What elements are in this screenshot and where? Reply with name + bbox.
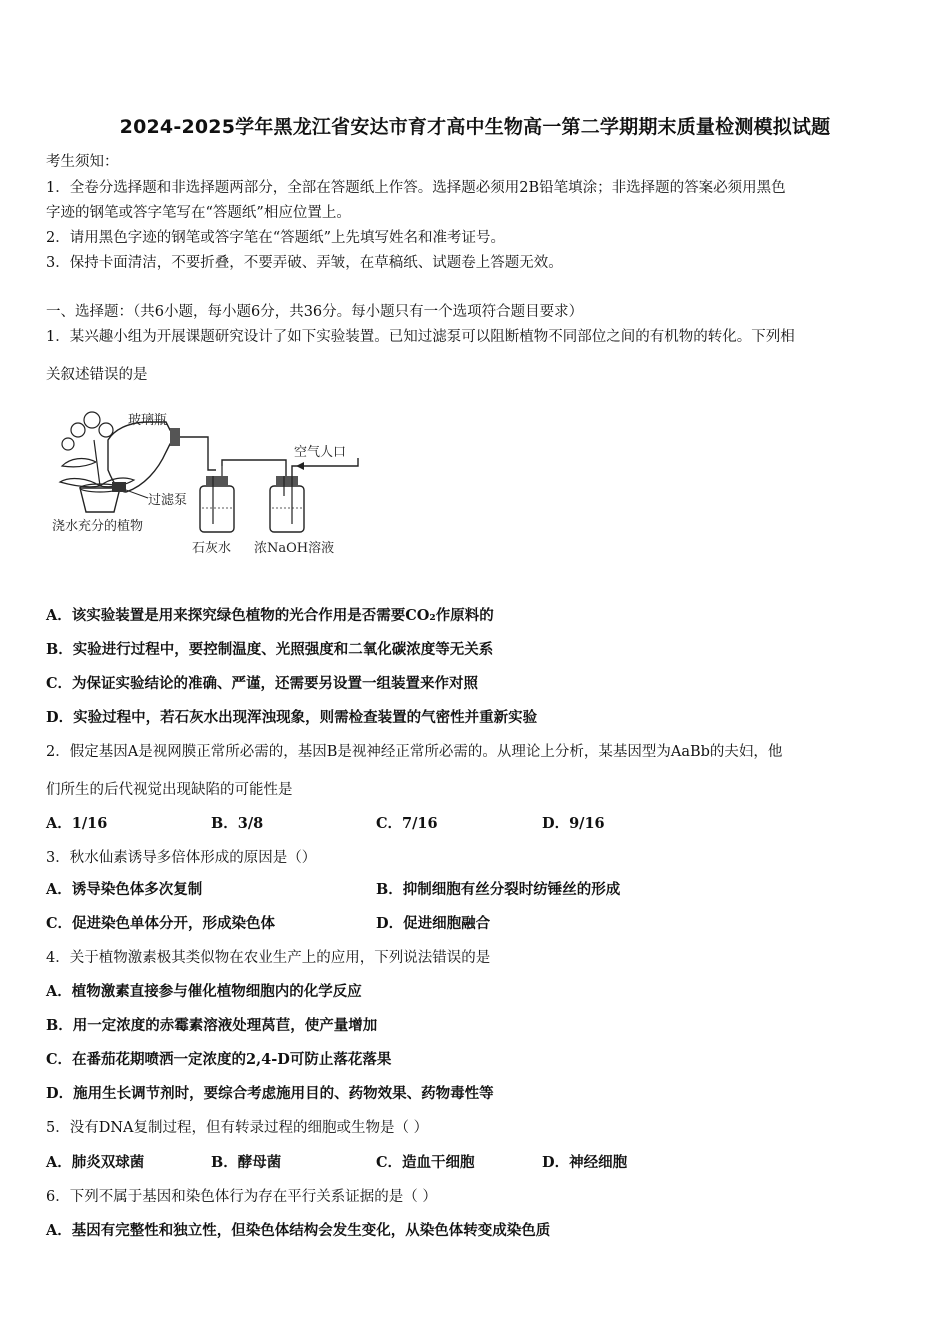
label-naoh: 浓NaOH溶液: [254, 541, 335, 556]
question-3-option-b: B．抑制细胞有丝分裂时纺锤丝的形成: [376, 881, 621, 898]
flower: [71, 423, 85, 437]
question-4-option-c: C．在番茄花期喷洒一定浓度的2,4-D可防止落花落果: [46, 1051, 392, 1068]
question-1-option-b: B．实验进行过程中，要控制温度、光照强度和二氧化碳浓度等无关系: [46, 641, 494, 658]
label-air-inlet: 空气人口: [294, 445, 347, 460]
question-6-option-a: A．基因有完整性和独立性，但染色体结构会发生变化，从染色体转变成染色质: [46, 1222, 551, 1239]
question-3-options-row-1: [46, 880, 916, 900]
question-2-stem-cont: 们所生的后代视觉出现缺陷的可能性是: [46, 782, 293, 798]
notice-item: 3．保持卡面清洁，不要折叠，不要弄破、弄皱，在草稿纸、试题卷上答题无效。: [46, 255, 563, 271]
question-2-options: [46, 814, 916, 834]
notice-heading: 考生须知：: [46, 154, 119, 170]
apparatus-diagram: [48, 400, 368, 570]
label-limewater: 石灰水: [192, 541, 232, 556]
bottle-stopper: [170, 428, 180, 446]
notice-item: 字迹的钢笔或答字笔写在“答题纸”相应位置上。: [46, 205, 351, 221]
question-2-stem: 2．假定基因A是视网膜正常所必需的，基因B是视神经正常所必需的。从理论上分析，某基因型为AaBb的夫妇，他: [46, 744, 783, 760]
question-5-option-b: B．酵母菌: [211, 1154, 282, 1171]
question-3-options-row-2: [46, 914, 916, 934]
label-glass-bottle: 玻璃瓶: [128, 413, 168, 428]
notice-item: 2．请用黑色字迹的钢笔或答字笔在“答题纸”上先填写姓名和准考证号。: [46, 230, 506, 246]
question-3-option-c: C．促进染色单体分开，形成染色体: [46, 915, 276, 932]
question-4-option-a: A．植物激素直接参与催化植物细胞内的化学反应: [46, 983, 362, 1000]
question-5-stem: 5．没有DNA复制过程，但有转录过程的细胞或生物是（ ）: [46, 1120, 429, 1136]
question-4-stem: 4．关于植物激素极其类似物在农业生产上的应用，下列说法错误的是: [46, 950, 491, 966]
question-6-stem: 6．下列不属于基因和染色体行为存在平行关系证据的是（ ）: [46, 1189, 437, 1205]
question-1-option-a: A．该实验装置是用来探究绿色植物的光合作用是否需要CO₂作原料的: [46, 607, 494, 624]
question-1-stem-cont: 关叙述错误的是: [46, 367, 148, 383]
question-3-stem: 3．秋水仙素诱导多倍体形成的原因是（）: [46, 850, 317, 866]
question-3-option-a: A．诱导染色体多次复制: [46, 881, 203, 898]
section-heading: 一、选择题：（共6小题，每小题6分，共36分。每小题只有一个选项符合题目要求）: [46, 304, 584, 320]
page-title: 2024-2025学年黑龙江省安达市育才高中生物高一第二学期期末质量检测模拟试题: [119, 116, 831, 138]
question-5-option-a: A．肺炎双球菌: [46, 1154, 145, 1171]
question-4-option-d: D．施用生长调节剂时，要综合考虑施用目的、药物效果、药物毒性等: [46, 1085, 494, 1102]
limewater-bottle: [200, 486, 234, 532]
filter-pump: [112, 482, 126, 492]
experiment-apparatus-figure: [48, 400, 368, 570]
question-5-option-c: C．造血干细胞: [376, 1154, 475, 1171]
label-filter-pump: 过滤泵: [148, 493, 188, 508]
plant-leaf: [60, 479, 100, 487]
question-1-option-d: D．实验过程中，若石灰水出现浑浊现象，则需检查装置的气密性并重新实验: [46, 709, 538, 726]
question-1-option-c: C．为保证实验结论的准确、严谨，还需要另设置一组装置来作对照: [46, 675, 479, 692]
notice-item: 1．全卷分选择题和非选择题两部分，全部在答题纸上作答。选择题必须用2B铅笔填涂；非选择题的答案必须用黑色: [46, 180, 786, 196]
air-arrow-icon: [296, 462, 304, 470]
naoh-bottle: [270, 486, 304, 532]
question-2-option-b: B．3/8: [211, 815, 264, 832]
question-3-option-d: D．促进细胞融合: [376, 915, 491, 932]
glass-bottle: [108, 422, 176, 492]
question-1-stem: 1．某兴趣小组为开展课题研究设计了如下实验装置。已知过滤泵可以阻断植物不同部位之间的有机物的转化。下列相: [46, 329, 795, 345]
question-4-option-b: B．用一定浓度的赤霉素溶液处理莴苣，使产量增加: [46, 1017, 378, 1034]
label-plant: 浇水充分的植物: [52, 519, 144, 534]
question-2-option-c: C．7/16: [376, 815, 438, 832]
question-5-option-d: D．神经细胞: [542, 1154, 628, 1171]
connecting-tube: [180, 437, 216, 470]
question-2-option-a: A．1/16: [46, 815, 108, 832]
question-5-options: [46, 1153, 916, 1173]
question-2-option-d: D．9/16: [542, 815, 605, 832]
